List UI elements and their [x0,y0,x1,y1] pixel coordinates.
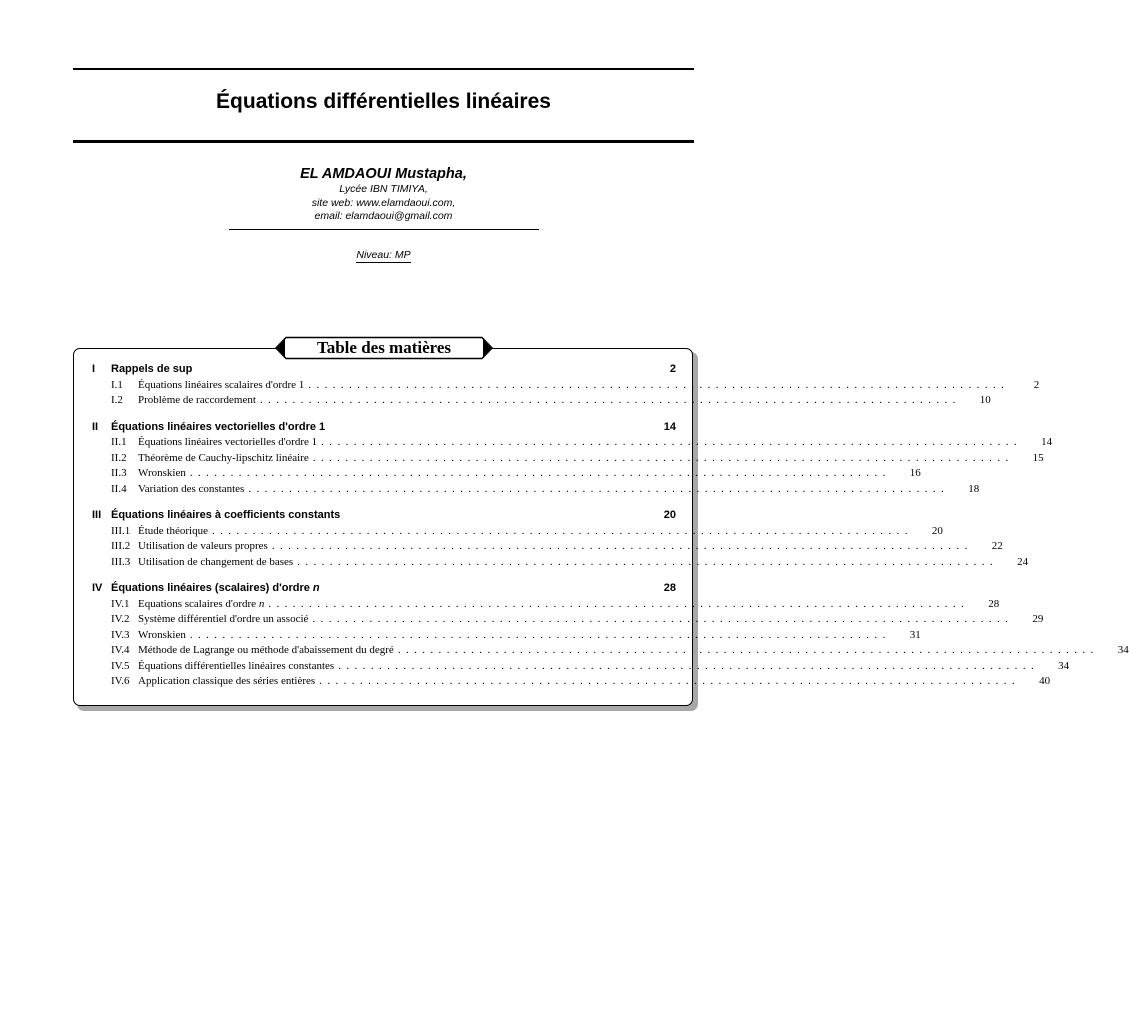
toc-entry-title [138,393,256,409]
author-email: email: elamdaoui@gmail.com [314,210,453,222]
toc-entry-title-text: Théorème de Cauchy-lipschitz linéaire [138,451,309,464]
toc-part-page: 14 [663,420,676,433]
toc-leader-dots: ...................................................................................... [189,467,891,479]
toc-entry-title [138,659,334,675]
toc-entry-page: 10 [979,394,991,406]
toc-entry-number: I.1 [111,378,123,391]
toc-part-number: IV [92,582,103,594]
toc-entry-number: IV.5 [111,659,130,672]
toc-entry-number: IV.3 [111,628,130,641]
toc-part-page: 20 [663,509,676,521]
toc-entry-title [138,482,244,498]
toc-entry-page: 15 [1032,451,1044,464]
toc-entry-title-text: Variation des constantes [138,482,245,495]
toc-entry-title-text: Problème de raccordement [138,394,256,406]
toc-entry-title-text: Équations linéaires vectorielles d'ordre 1 [138,436,318,448]
toc-leader-dots: ...................................................................................... [189,628,891,641]
toc-entry-number: IV.1 [111,597,130,610]
toc-entry-number: II.2 [111,451,127,464]
toc-entry[interactable] [92,628,921,644]
level-label [73,249,694,261]
toc-part-1[interactable] [92,362,676,378]
toc-entry-page: 29 [1032,613,1044,625]
toc-list [92,362,1129,690]
toc-leader-dots: ...................................................................................... [397,644,1099,656]
toc-part-title [111,508,646,524]
toc-entry[interactable] [92,612,1044,628]
toc-entry-number: III.3 [111,555,131,568]
toc-entry-title-text: Utilisation de changement de bases [138,555,294,568]
toc-entry[interactable] [92,524,943,540]
toc-part-title-text: Équations linéaires (scalaires) d'ordre [111,582,310,594]
toc-heading: Table des matières [316,338,452,357]
toc-entry[interactable] [92,539,1003,555]
document-title: Équations différentielles linéaires [216,90,551,113]
toc-entry-page: 2 [1033,378,1040,391]
toc-leader-dots: ...................................................................................... [319,675,1021,687]
toc-leader-dots: ...................................................................................... [338,659,1040,672]
toc-entry-page: 18 [968,482,980,495]
toc-leader-dots: ...................................................................................... [308,378,1010,391]
toc-entry[interactable] [92,393,991,409]
toc-entry-page: 16 [909,467,921,479]
toc-entry-title [138,451,309,467]
toc-entry-title-text: Application classique des séries entières [138,675,316,687]
toc-entry-page: 31 [909,628,921,641]
toc-leader-dots: ...................................................................................... [271,540,973,552]
toc-entry-title-text: Wronskien [138,467,186,479]
toc-part-page: 28 [663,582,676,594]
toc-part-title [111,362,646,378]
toc-entry-title [138,435,317,451]
toc-entry-math: n [258,597,265,610]
top-rule [73,68,694,70]
toc-entry[interactable] [92,659,1070,675]
toc-entry-page: 22 [991,540,1003,552]
toc-entry-title [138,539,268,555]
toc-entry-number: II.3 [111,467,127,479]
toc-part-number: II [92,420,99,433]
toc-leader-dots: ...................................................................................... [312,451,1014,464]
toc-entry-number: IV.6 [111,675,130,687]
toc-entry-title [138,674,315,690]
toc-entry-title-text: Étude théorique [138,524,208,537]
toc-entry-title [138,612,308,628]
author-rule [229,229,539,230]
toc-entry-title [138,524,208,540]
toc-entry-page: 28 [988,597,1000,610]
toc-entry[interactable] [92,482,980,498]
toc-part-4[interactable] [92,581,676,597]
toc-entry-title-text: Équations différentielles linéaires constantes [138,659,335,672]
toc-heading-banner [274,336,494,360]
toc-part-math: n [312,582,320,594]
toc-entry-title-text: Système différentiel d'ordre un associé [138,613,309,625]
toc-leader-dots: ...................................................................................... [211,524,913,537]
toc-entry-title-text: Wronskien [138,628,186,641]
toc-entry-title-text: Équations linéaires scalaires d'ordre 1 [138,378,305,391]
toc-entry-number: I.2 [111,394,123,406]
toc-entry[interactable] [92,555,1029,571]
toc-entry[interactable] [92,466,921,482]
toc-part-title-text: Rappels de sup [111,363,193,375]
toc-entry-number: IV.4 [111,644,130,656]
author-website: site web: www.elamdaoui.com, [311,196,456,209]
toc-part-number: III [92,509,102,521]
toc-entry-page: 14 [1041,436,1053,448]
toc-part-title-text: Équations linéaires vectorielles d'ordre 1 [111,420,326,433]
toc-leader-dots: ...................................................................................... [297,555,999,568]
toc-entry-title [138,466,186,482]
toc-entry-number: III.2 [111,540,131,552]
toc-entry-page: 34 [1058,659,1070,672]
toc-entry[interactable] [92,451,1044,467]
toc-entry[interactable] [92,674,1051,690]
level-text: Niveau: MP [356,249,411,261]
toc-entry-title-text: Méthode de Lagrange ou méthode d'abaissement du degré [138,644,394,656]
toc-entry-page: 34 [1117,644,1129,656]
toc-leader-dots: ...................................................................................... [248,482,950,495]
author-name: EL AMDAOUI Mustapha, [300,166,467,182]
toc-entry[interactable] [92,435,1053,451]
toc-entry-number: II.4 [111,482,127,495]
toc-part-2[interactable] [92,420,676,436]
toc-entry-title-text: Utilisation de valeurs propres [138,540,268,552]
toc-part-title [111,581,646,597]
toc-entry[interactable] [92,378,1040,394]
toc-leader-dots: ...................................................................................... [259,394,961,406]
toc-entry-title [138,597,264,613]
toc-entry-title [138,643,394,659]
toc-entry-page: 24 [1017,555,1029,568]
toc-part-title-text: Équations linéaires à coefficients constants [111,509,341,521]
author-affiliation: Lycée IBN TIMIYA, [339,183,428,195]
toc-part-number: I [92,363,96,375]
toc-entry-number: II.1 [111,436,127,448]
title-bottom-rule [73,140,694,143]
toc-entry-number: IV.2 [111,613,130,625]
toc-entry[interactable] [92,643,1129,659]
toc-leader-dots: ...................................................................................... [268,597,970,610]
toc-entry-title-text: Equations scalaires d'ordre [138,597,257,610]
toc-entry-page: 40 [1039,675,1051,687]
toc-entry-page: 20 [931,524,943,537]
toc-entry-number: III.1 [111,524,131,537]
toc-entry-title [138,378,304,394]
toc-leader-dots: ...................................................................................... [321,436,1023,448]
toc-entry-title [138,628,186,644]
toc-leader-dots: ...................................................................................... [312,613,1014,625]
author-block [73,166,694,224]
toc-entry[interactable] [92,597,1000,613]
toc-part-title [111,420,646,436]
toc-part-3[interactable] [92,508,676,524]
toc-part-page: 2 [669,363,676,375]
toc-entry-title [138,555,293,571]
